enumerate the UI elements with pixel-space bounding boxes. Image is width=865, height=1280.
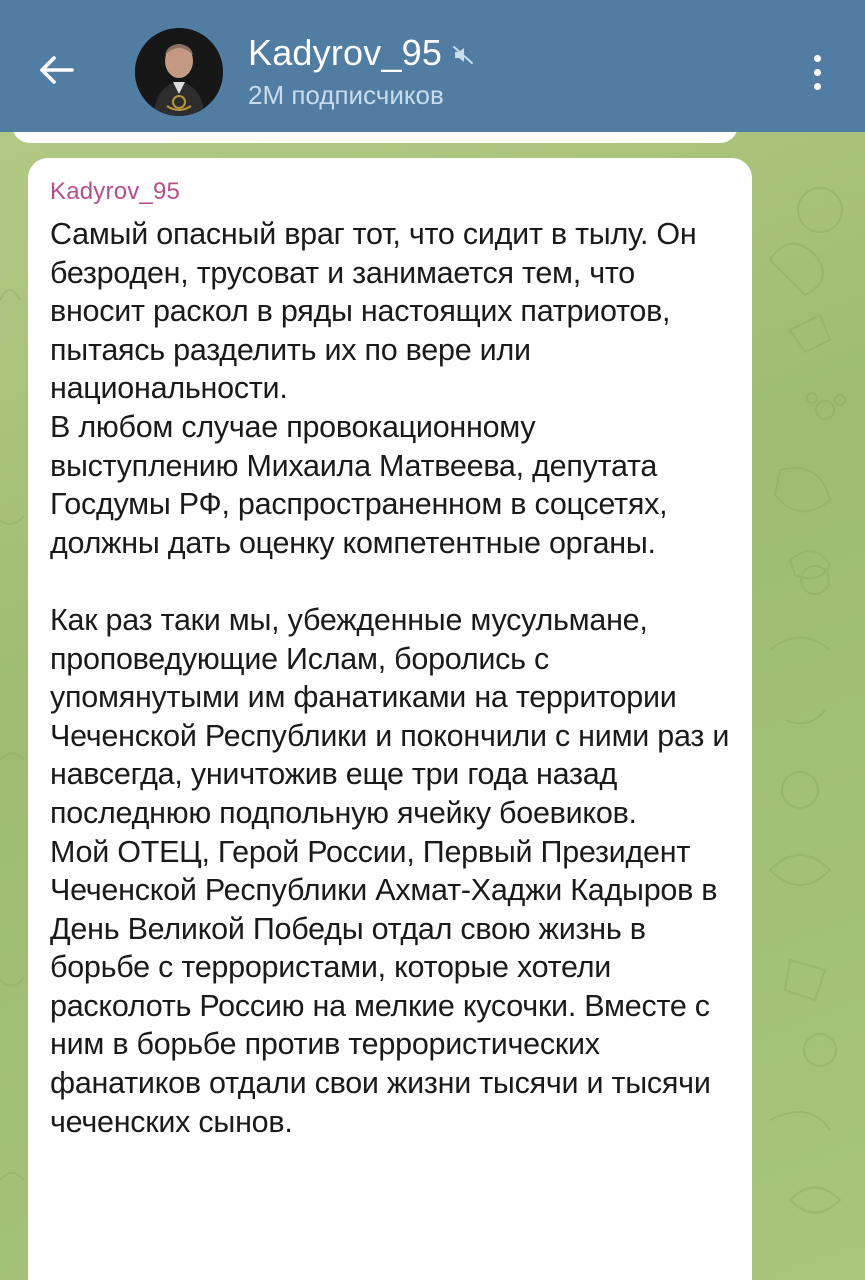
channel-header: [0, 0, 865, 132]
back-button[interactable]: [26, 40, 86, 100]
portrait-image: [135, 28, 223, 116]
channel-avatar[interactable]: [135, 28, 223, 116]
channel-name: Kadyrov_95: [248, 32, 443, 73]
channel-title[interactable]: [248, 32, 474, 74]
muted-speaker-icon: [452, 44, 474, 66]
more-options-button[interactable]: [800, 44, 834, 100]
message-text: Самый опасный враг тот, что сидит в тылу. Он безроден, трусоват и занимается тем, что вносит раскол в ряды настоящих патриотов, пытаясь разделить их по вере или национальности. В любом случае провокационному выступлению Михаила Матвеева, депутата Госдумы РФ, распространенном в соцсетях, должны дать оценку компетентные органы. Как раз таки мы, убежденные мусульмане, проповедующие Ислам, боролись с упомянутыми им фанатиками на территории Чеченской Республики и покончили с ними раз и навсегда, уничтожив еще три года назад последнюю подпольную ячейку боевиков. Мой ОТЕЦ, Герой России, Первый Президент Чеченской Республики Ахмат-Хаджи Кадыров в День Великой Победы отдал свою жизнь в борьбе с террористами, которые хотели расколоть Россию на мелкие кусочки. Вместе с ним в борьбе против террористических фанатиков отдали свои жизни тысячи и тысячи чеченских сынов.: [50, 217, 730, 1139]
message-bubble[interactable]: [28, 158, 752, 1280]
message-sender[interactable]: Kadyrov_95: [50, 178, 181, 205]
arrow-left-icon: [38, 55, 74, 85]
more-vertical-icon: [814, 55, 821, 62]
subscriber-count: 2M подписчиков: [248, 80, 444, 110]
